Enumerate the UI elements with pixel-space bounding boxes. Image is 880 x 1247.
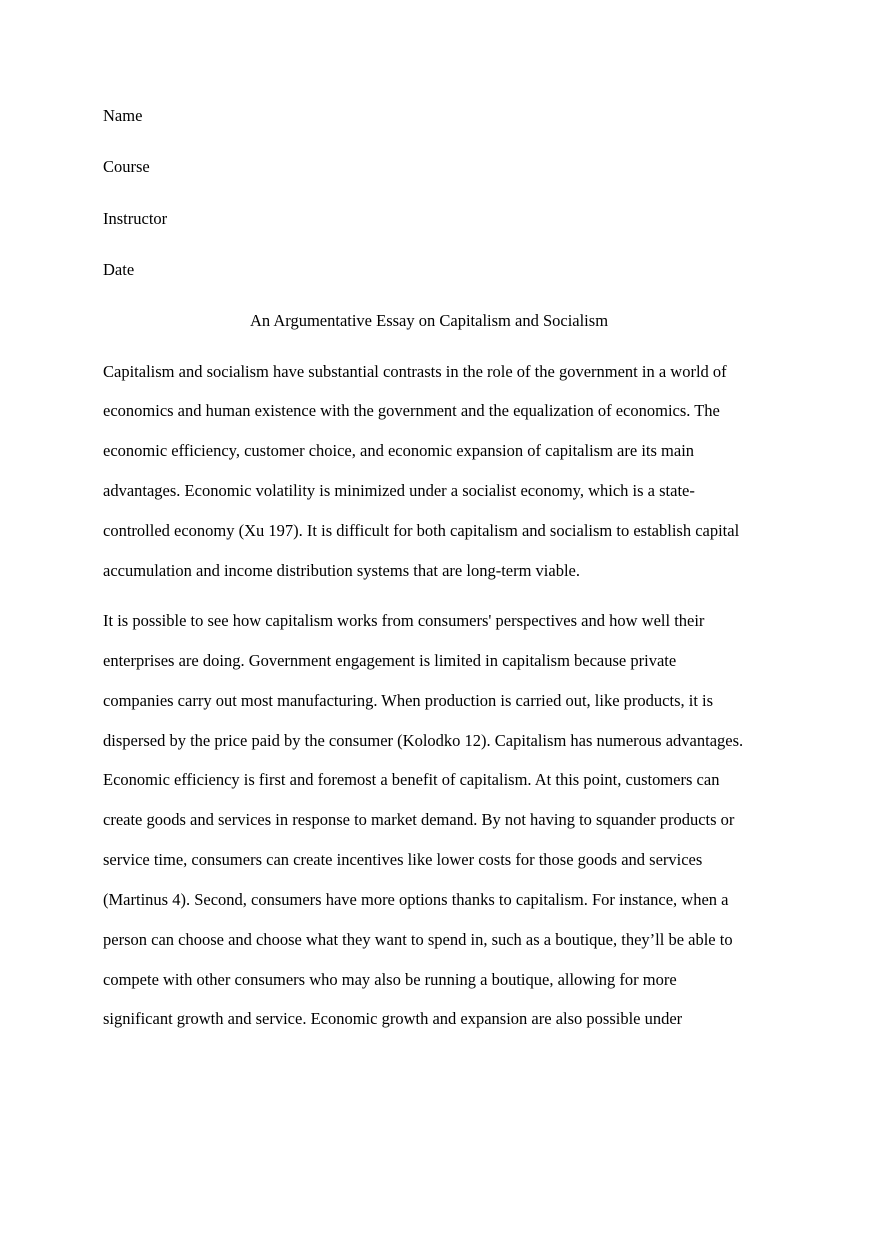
essay-title: An Argumentative Essay on Capitalism and Socialism (249, 311, 609, 330)
paragraph-line: companies carry out most manufacturing. When production is carried out, like products, it is (103, 691, 714, 710)
paragraph-line: Capitalism and socialism have substantial contrasts in the role of the government in a world of (103, 362, 727, 381)
paragraph-line: (Martinus 4). Second, consumers have more options thanks to capitalism. For instance, when a (103, 890, 729, 909)
paragraph-line: accumulation and income distribution systems that are long-term viable. (103, 561, 581, 580)
paragraph-line: dispersed by the price paid by the consumer (Kolodko 12). Capitalism has numerous advantages. (103, 731, 744, 750)
paragraph-line: controlled economy (Xu 197). It is difficult for both capitalism and socialism to establish capital (103, 521, 740, 540)
paragraph-line: person can choose and choose what they want to spend in, such as a boutique, they’ll be able to (103, 930, 733, 949)
paragraph-line: service time, consumers can create incentives like lower costs for those goods and services (103, 850, 703, 869)
header-date: Date (103, 260, 135, 279)
header-instructor: Instructor (103, 209, 168, 228)
paragraph-line: advantages. Economic volatility is minimized under a socialist economy, which is a state- (103, 481, 695, 500)
header-name: Name (103, 106, 143, 125)
paragraph-line: create goods and services in response to market demand. By not having to squander products or (103, 810, 735, 829)
header-course: Course (103, 157, 150, 176)
paragraph-line: enterprises are doing. Government engagement is limited in capitalism because private (103, 651, 677, 670)
paragraph-line: economics and human existence with the government and the equalization of economics. The (103, 401, 720, 420)
paragraph-line: compete with other consumers who may also be running a boutique, allowing for more (103, 970, 677, 989)
paragraph-line: significant growth and service. Economic growth and expansion are also possible under (103, 1009, 683, 1028)
paragraph-line: economic efficiency, customer choice, and economic expansion of capitalism are its main (103, 441, 695, 460)
paragraph-line: Economic efficiency is first and foremost a benefit of capitalism. At this point, customers can (103, 770, 720, 789)
paragraph-line: It is possible to see how capitalism works from consumers' perspectives and how well their (103, 611, 705, 630)
